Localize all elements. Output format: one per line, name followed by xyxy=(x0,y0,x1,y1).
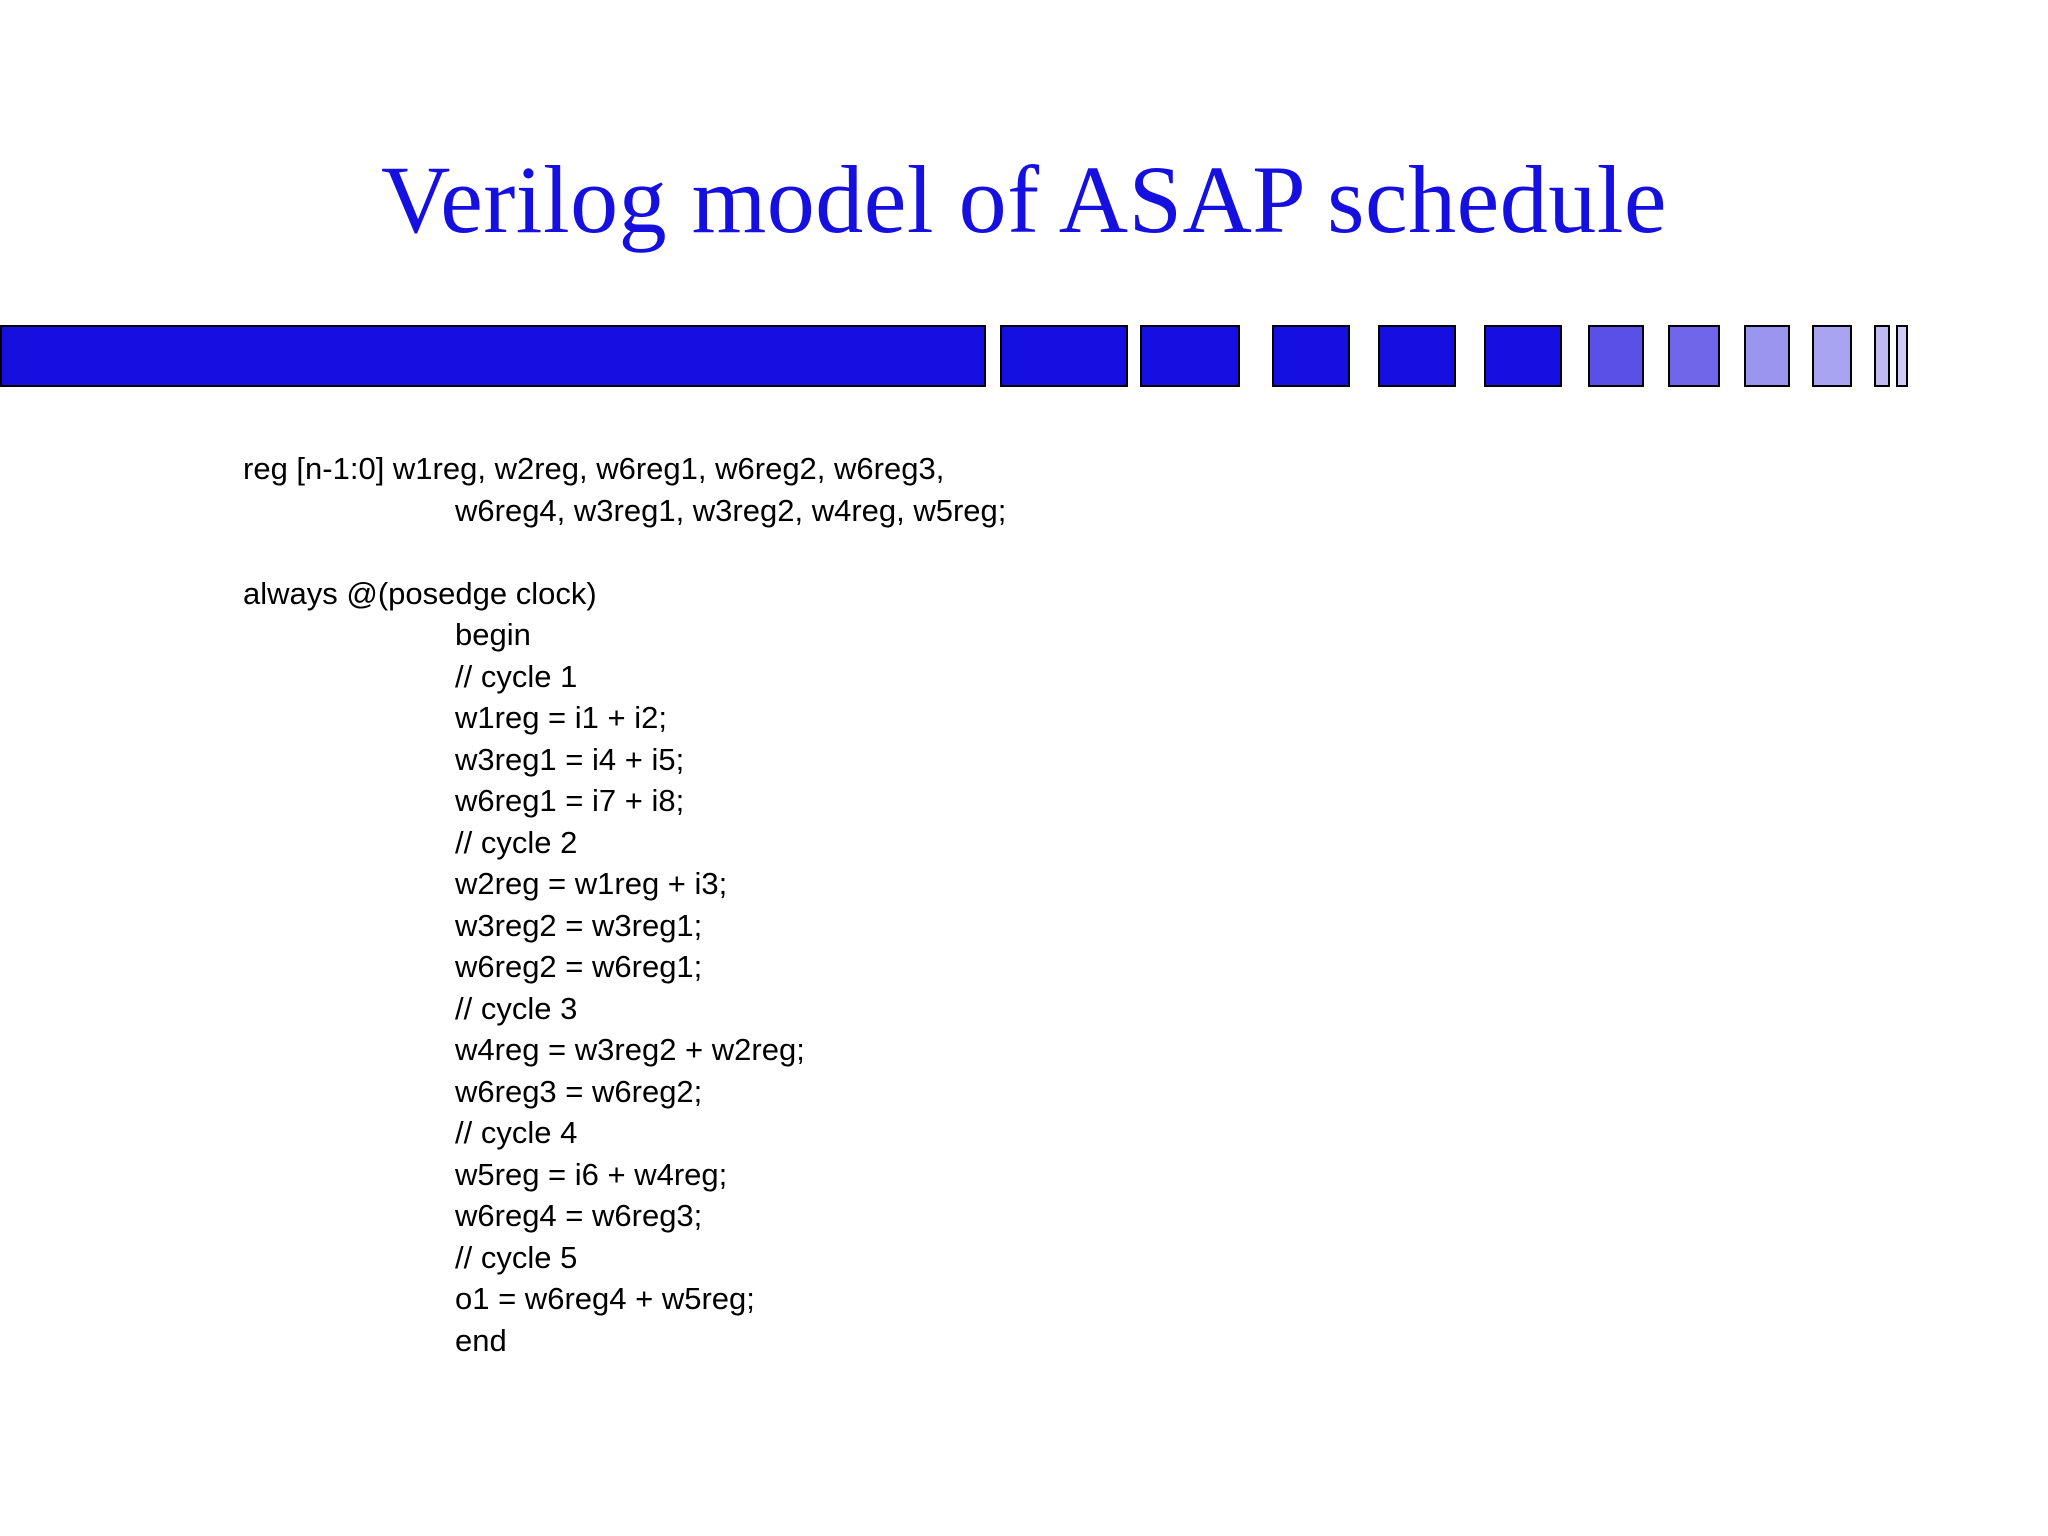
code-line: w6reg2 = w6reg1; xyxy=(455,949,703,984)
code-blank-line xyxy=(243,531,1843,573)
code-line: w6reg3 = w6reg2; xyxy=(455,1073,703,1109)
code-line: // cycle 4 xyxy=(455,1115,578,1150)
code-line: reg [n-1:0] w1reg, w2reg, w6reg1, w6reg2, w6reg3, xyxy=(243,451,945,486)
code-line: w6reg4 = w6reg3; xyxy=(455,1198,703,1233)
divider-segment xyxy=(0,325,986,387)
code-line: w6reg1 = i7 + i8; xyxy=(455,783,685,818)
code-line: // cycle 2 xyxy=(455,824,578,860)
code-line: // cycle 1 xyxy=(455,658,578,694)
code-line: end xyxy=(455,1322,507,1358)
code-line: begin xyxy=(455,617,531,652)
divider-segment xyxy=(1668,325,1720,387)
code-line: w4reg = w3reg2 + w2reg; xyxy=(455,1032,805,1067)
code-block xyxy=(243,448,1843,1361)
divider-segment xyxy=(1378,325,1456,387)
divider-segment xyxy=(1874,325,1890,387)
divider-segment xyxy=(1744,325,1790,387)
decorative-divider-bar xyxy=(0,325,2048,387)
divider-segment xyxy=(1588,325,1644,387)
code-line: w3reg1 = i4 + i5; xyxy=(455,741,685,777)
code-line: w3reg2 = w3reg1; xyxy=(455,907,703,943)
page-title: Verilog model of ASAP schedule xyxy=(381,146,1667,253)
code-line: always @(posedge clock) xyxy=(243,575,597,611)
code-line: w5reg = i6 + w4reg; xyxy=(455,1156,728,1192)
divider-segment xyxy=(1484,325,1562,387)
code-line: o1 = w6reg4 + w5reg; xyxy=(455,1281,755,1316)
divider-segment xyxy=(1000,325,1128,387)
code-line: // cycle 3 xyxy=(455,990,578,1026)
divider-segment xyxy=(1272,325,1350,387)
divider-segment xyxy=(1140,325,1240,387)
code-line: w2reg = w1reg + i3; xyxy=(455,866,728,901)
code-line: w6reg4, w3reg1, w3reg2, w4reg, w5reg; xyxy=(455,492,1007,528)
divider-segment xyxy=(1812,325,1852,387)
divider-segment xyxy=(1896,325,1908,387)
code-line: w1reg = i1 + i2; xyxy=(455,700,667,735)
code-line: // cycle 5 xyxy=(455,1239,578,1275)
